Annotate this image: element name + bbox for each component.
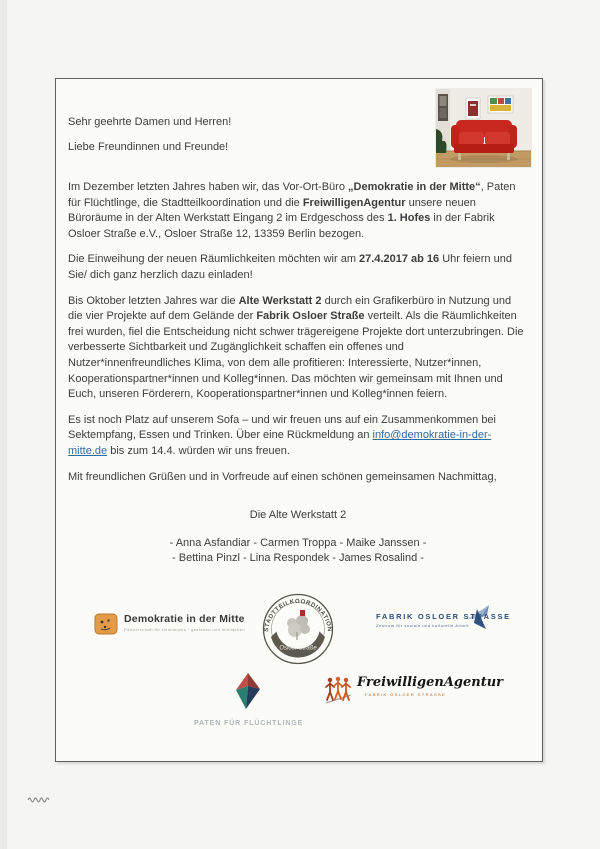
scan-edge-shadow	[0, 0, 7, 849]
logo-freiwilligen-tagline: FABRIK OSLOER STRASSE	[365, 692, 447, 697]
paragraph-text: Die Einweihung der neuen Räumlichkeiten möchten wir am	[68, 253, 360, 266]
bold-text: Alte Werkstatt 2	[238, 294, 322, 307]
paragraph-text: Im Dezember letzten Jahres haben wir, das Vor-Ort-Büro	[68, 181, 349, 193]
logo-fabrik-name: FABRIK OSLOER STRASSE	[376, 612, 511, 621]
paragraph-text: unsere neuen Büroräume in der Alten Werkstatt Eingang 2 im Erdgeschoss des	[68, 196, 476, 225]
paragraph-text: , Paten für Flüchtlinge, die Stadtteilkoordination und die	[68, 181, 516, 209]
stamp-banner-text: Osloer Straße	[279, 645, 317, 652]
round-stamp-tree-icon	[261, 592, 335, 666]
letter-paragraph-2	[68, 252, 528, 283]
letter-paragraph-5: Mit freundlichen Grüßen und in Vorfreude auf einen schönen gemeinsamen Nachmittag,	[68, 470, 497, 483]
signature-names-line-1: - Anna Asfandiar - Carmen Troppa - Maike Janssen -	[169, 537, 427, 550]
bold-text: 1. Hofes	[387, 212, 431, 225]
logo-freiwilligenagentur	[324, 675, 503, 705]
bold-text: Fabrik Osloer Straße	[256, 310, 365, 323]
letter-page	[55, 78, 543, 762]
logo-paten-fuer-fluechtlinge	[194, 671, 302, 727]
logo-paten-name: PATEN FÜR FLÜCHTLINGE	[194, 720, 304, 727]
letter-paragraph-4	[68, 413, 528, 460]
logo-stadtteilkoordination	[261, 592, 335, 666]
logo-fabrik-osloer-strasse	[376, 612, 511, 628]
logo-demokratie-in-der-mitte	[94, 613, 245, 635]
paragraph-text: in der Fabrik Osloer Straße e.V., Osloer Straße 12, 13359 Berlin bezogen.	[68, 212, 495, 240]
letter-paragraph-1	[68, 180, 528, 242]
office-photo	[436, 89, 531, 167]
greeting-line-2: Liebe Freundinnen und Freunde!	[68, 141, 229, 153]
red-sofa-photo-graphic	[436, 89, 531, 167]
paragraph-text: durch ein Grafikerbüro in Nutzung und die vier Projekte auf dem Gelände der	[68, 294, 512, 323]
faceted-diamond-icon	[226, 671, 270, 711]
event-date-bold: 27.4.2017 ab 16	[359, 253, 440, 266]
paragraph-text: verteilt. Als die Räumlichkeiten frei wurden, fiel die Entscheidung nicht schwer trägereigene Projekte dort unterzubringen. Die verbesserte Sichtbarkeit und Zugänglichkeit schaffen ein offenes und Nutzer*innenfreundliches Klima, von dem alle profitieren: Interessierte, Nutzer*innen, Kooperationspartner*innen und Kolleg*innen. Das möchten wir gemeinsam mit Ihnen und Euch, unseren Förderern, Kooperationspartner*innen und Kolleg*innen feiern.	[68, 310, 524, 401]
paragraph-text: bis zum 14.4. würden wir uns freuen.	[107, 444, 290, 457]
paragraph-text: Es ist noch Platz auf unserem Sofa – und wir freuen uns auf ein Zusammenkommen bei Sektempfang, Essen und Trinken. Über eine Rückmeldung an	[68, 413, 496, 442]
logo-fabrik-tagline: Zentrum für soziale und kulturelle Arbeit	[376, 623, 470, 628]
scan-squiggle	[27, 794, 53, 804]
signature-organization: Die Alte Werkstatt 2	[249, 509, 347, 522]
rsvp-email-link[interactable]: info@demokratie-in-der-mitte.de	[68, 429, 492, 457]
logo-demokratie-name: Demokratie in der Mitte	[124, 613, 245, 625]
signature-names-line-2: - Bettina Pinzl - Lina Respondek - James Rosalind -	[172, 552, 424, 565]
orange-people-figures-icon	[324, 675, 354, 705]
paragraph-text: Uhr feiern und Sie/ dich ganz herzlich dazu einladen!	[68, 253, 512, 281]
letter-paragraph-3	[68, 294, 528, 403]
logo-demokratie-tagline: Partnerschaft für Demokratie · gestalten und mitmachen	[124, 627, 245, 632]
scan-squiggle-watermark	[27, 791, 53, 809]
bold-text: FreiwilligenAgentur	[302, 196, 406, 209]
greeting-line-1: Sehr geehrte Damen und Herren!	[68, 116, 232, 128]
stamp-arc-text: STADTTEILKOORDINATION	[263, 598, 333, 633]
paragraph-text: Bis Oktober letzten Jahres war die	[68, 294, 239, 307]
orange-square-dots-icon	[94, 613, 118, 635]
logo-freiwilligen-name: FreiwilligenAgentur	[357, 675, 504, 690]
bold-text: „Demokratie in der Mitte“	[348, 181, 481, 193]
